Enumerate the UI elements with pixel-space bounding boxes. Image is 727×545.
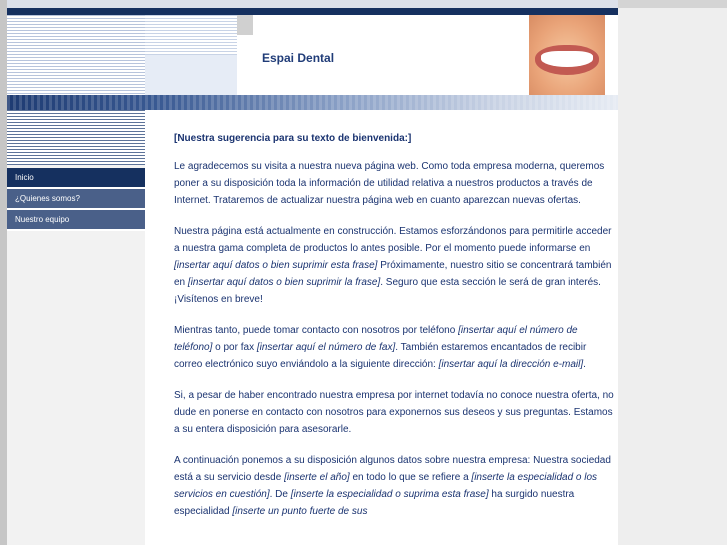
sidebar-nav — [7, 168, 145, 231]
nav-item-inicio[interactable]: Inicio — [7, 168, 145, 189]
main-content — [174, 133, 614, 534]
gradient-bar-pattern — [7, 95, 618, 110]
placeholder-text: [inserte la especialidad o los servicios en cuestión] — [174, 472, 598, 500]
welcome-heading: [Nuestra sugerencia para su texto de bienvenida:] — [174, 133, 412, 144]
header-stripe-dark — [7, 15, 145, 95]
header-grey-tab — [237, 15, 253, 35]
right-top-strip — [618, 0, 727, 8]
top-light-band — [7, 0, 618, 8]
sidebar-stripe-pattern — [7, 110, 145, 165]
left-border — [0, 0, 7, 545]
text-segment: Nuestra página está actualmente en construcción. Estamos esforzándonos para permitirle acceder a nuestra gama completa de productos lo antes posible. Por el momento puede informarse en — [174, 226, 612, 254]
placeholder-text: [inserte el año] — [284, 472, 350, 483]
text-segment: . También estaremos encantados de recibir correo electrónico suyo enviándolo a la siguiente dirección: — [174, 342, 587, 370]
nav-item-nuestro-equipo[interactable]: Nuestro equipo — [7, 210, 145, 231]
header-stripe-light — [145, 55, 237, 95]
placeholder-text: [insertar aquí la dirección e-mail] — [438, 359, 584, 370]
text-segment: A continuación ponemos a su disposición algunos datos sobre nuestra empresa: Nuestra sociedad está a su servicio desde — [174, 455, 611, 483]
header-gradient-bar — [7, 95, 618, 110]
placeholder-text: [insertar aquí datos o bien suprimir la frase] — [187, 277, 381, 288]
paragraph-company-data — [174, 452, 614, 520]
text-segment: Próximamente, nuestro sitio se concentrará también en — [174, 260, 612, 288]
placeholder-text: [inserte un punto fuerte de sus — [232, 506, 368, 517]
paragraph-offer: Si, a pesar de haber encontrado nuestra empresa por internet todavía no conoce nuestra oferta, no dude en ponerse en contacto con nosotros para exponernos sus deseos y sus preguntas. Estamos a su entera disposición para asesorarle. — [174, 390, 614, 435]
header — [7, 15, 618, 95]
text-segment: ha surgido nuestra especialidad — [174, 489, 575, 517]
text-segment: . — [583, 359, 586, 370]
top-navy-band — [7, 8, 618, 15]
placeholder-text: [insertar aquí el número de teléfono] — [174, 325, 578, 353]
placeholder-text: [inserte la especialidad o suprima esta frase] — [290, 489, 489, 500]
smile-photo — [529, 15, 605, 95]
right-margin — [618, 0, 727, 545]
paragraph-contact — [174, 322, 614, 373]
text-segment: en todo lo que se refiere a — [349, 472, 472, 483]
nav-item-quienes-somos[interactable]: ¿Quienes somos? — [7, 189, 145, 210]
sidebar — [7, 110, 145, 545]
site-title: Espai Dental — [262, 51, 335, 65]
text-segment: Mientras tanto, puede tomar contacto con nosotros por teléfono — [174, 325, 459, 336]
header-stripe-mid — [145, 15, 237, 55]
paragraph-intro: Le agradecemos su visita a nuestra nueva página web. Como toda empresa moderna, queremos poner a su disposición toda la información de utilidad relativa a nuestros productos a través de Internet. Trataremos de actualizar nuestra página web en cuanto aparezcan nuevas ofertas. — [174, 161, 605, 206]
text-segment: o por fax — [212, 342, 257, 353]
text-segment: . De — [269, 489, 291, 500]
placeholder-text: [insertar aquí el número de fax] — [256, 342, 396, 353]
paragraph-construction — [174, 223, 614, 308]
teeth-shape — [541, 51, 593, 67]
placeholder-text: [insertar aquí datos o bien suprimir esta frase] — [174, 260, 378, 271]
text-segment: . Seguro que esta sección le será de gran interés. ¡Visítenos en breve! — [174, 277, 601, 305]
